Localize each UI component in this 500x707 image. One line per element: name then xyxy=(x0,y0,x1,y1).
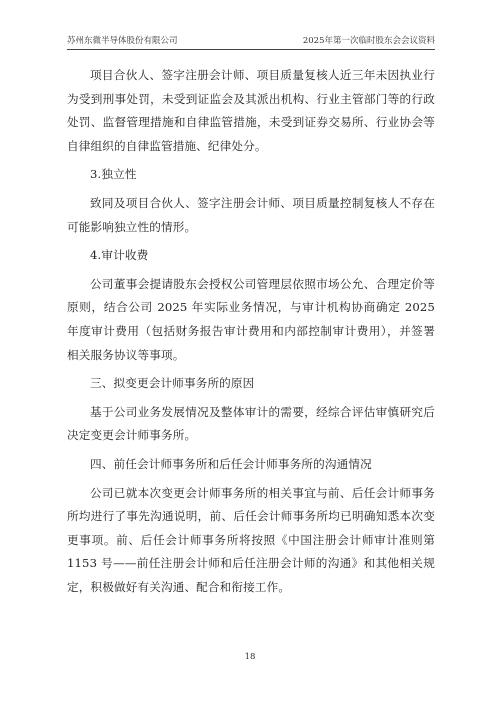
section-heading-reason-for-change: 三、拟变更会计师事务所的原因 xyxy=(90,376,255,391)
page-body xyxy=(67,64,435,604)
paragraph-reason-for-change: 基于公司业务发展情况及整体审计的需要，经综合评估审慎研究后决定变更会计师事务所。 xyxy=(67,404,435,443)
header-document-title: 2025年第一次临时股东会会议资料 xyxy=(302,36,435,46)
page-number: 18 xyxy=(244,652,256,662)
paragraph-independence: 致同及项目合伙人、签字注册会计师、项目质量控制复核人不存在可能影响独立性的情形。 xyxy=(67,195,435,234)
page-header xyxy=(67,33,435,50)
subheading-audit-fees: 4.审计收费 xyxy=(90,248,149,263)
section-heading-communication: 四、前任会计师事务所和后任会计师事务所的沟通情况 xyxy=(90,456,372,471)
paragraph-communication: 公司已就本次变更会计师事务所的相关事宜与前、后任会计师事务所均进行了事先沟通说明，前、后任会计师事务所均已明确知悉本次变更事项。前、后任会计师事务所将按照《中国注册会计师审计准则第 1153 号——前任注册会计师和后任注册会计师的沟通》和其他相关规定，积极做好有关沟通、配合和衔接工作。 xyxy=(67,485,435,594)
paragraph-disciplinary-record: 项目合伙人、签字注册会计师、项目质量复核人近三年未因执业行为受到刑事处罚，未受到证监会及其派出机构、行业主管部门等的行政处罚、监督管理措施和自律监管措施，未受到证券交易所、行业协会等自律组织的自律监管措施、纪律处分。 xyxy=(67,68,435,153)
header-company-name: 苏州东微半导体股份有限公司 xyxy=(67,36,178,46)
subheading-independence: 3.独立性 xyxy=(90,167,137,182)
paragraph-audit-fees: 公司董事会提请股东会授权公司管理层依照市场公允、合理定价等原则，结合公司 2025 年实际业务情况，与审计机构协商确定 2025 年度审计费用（包括财务报告审计费用和内部控制审计费用），并签署相关服务协议等事项。 xyxy=(67,276,435,362)
